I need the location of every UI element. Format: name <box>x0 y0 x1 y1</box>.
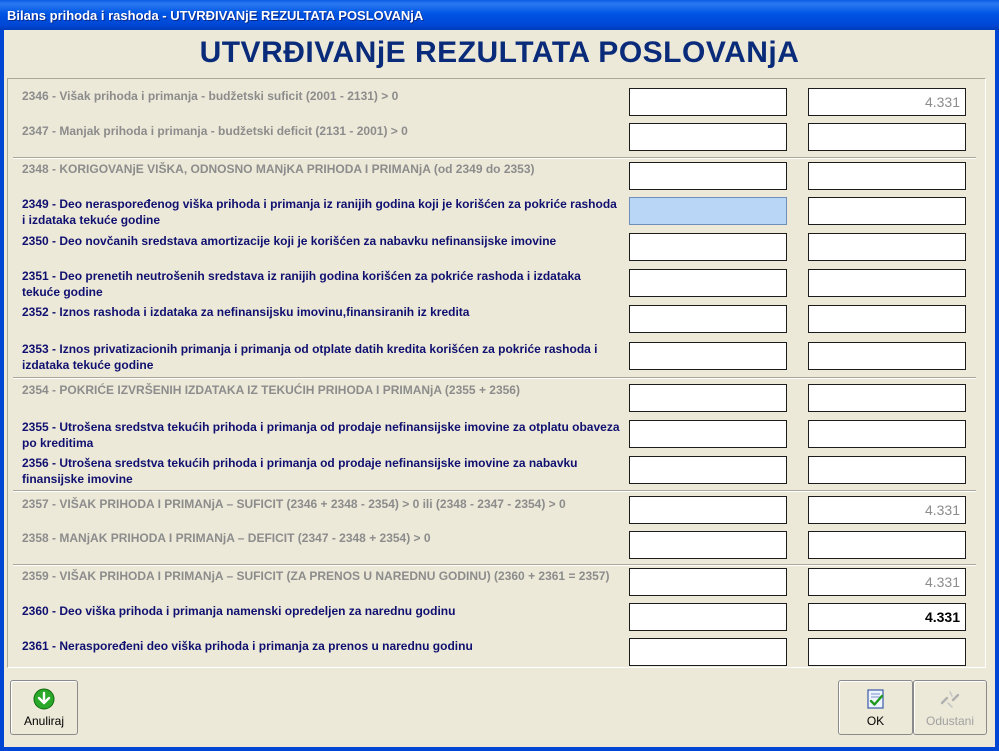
row-2351-label: 2351 - Deo prenetih neutrošenih sredstava iz ranijih godina korišćen za pokriće rashoda i izdataka tekuće godine <box>22 269 581 299</box>
row-2357-field-1[interactable] <box>629 496 787 524</box>
row-2351-field-1[interactable] <box>629 269 787 297</box>
row-2353-field-1[interactable] <box>629 342 787 370</box>
group-separator <box>13 490 976 492</box>
row-2346-field-1[interactable] <box>629 88 787 116</box>
row-2356-field-2[interactable] <box>808 456 966 484</box>
window-titlebar[interactable] <box>0 0 999 30</box>
row-2361-label: 2361 - Neraspoređeni deo viška prihoda i primanja za prenos u narednu godinu <box>22 639 473 653</box>
check-document-icon <box>865 688 887 710</box>
row-2349-field-1[interactable] <box>629 197 787 225</box>
row-2346-field-2[interactable]: 4.331 <box>808 88 966 116</box>
row-2359-field-2[interactable]: 4.331 <box>808 568 966 596</box>
row-2361-field-1[interactable] <box>629 638 787 666</box>
row-2347-label: 2347 - Manjak prihoda i primanja - budžetski deficit (2131 - 2001) > 0 <box>22 124 408 138</box>
ok-button[interactable] <box>838 680 913 735</box>
row-2350-field-1[interactable] <box>629 233 787 261</box>
broken-link-icon <box>939 688 961 710</box>
group-separator <box>13 377 976 379</box>
row-2360-label: 2360 - Deo viška prihoda i primanja namenski opredeljen za narednu godinu <box>22 604 456 618</box>
row-2354-field-1[interactable] <box>629 384 787 412</box>
row-2359-label: 2359 - VIŠAK PRIHODA I PRIMANjA – SUFICIT (ZA PRENOS U NAREDNU GODINU) (2360 + 2361 = 2357) <box>22 569 610 583</box>
group-separator <box>13 157 976 159</box>
green-arrow-icon <box>33 688 55 710</box>
row-2349-field-2[interactable] <box>808 197 966 225</box>
row-2354-label: 2354 - POKRIĆE IZVRŠENIH IZDATAKA IZ TEKUĆIH PRIHODA I PRIMANjA (2355 + 2356) <box>22 383 520 397</box>
row-2352-field-2[interactable] <box>808 305 966 333</box>
row-2355-label: 2355 - Utrošena sredstva tekućih prihoda i primanja od prodaje nefinansijske imovine za otplatu obaveza po kreditima <box>22 420 620 450</box>
row-2358-label: 2358 - MANjAK PRIHODA I PRIMANjA – DEFICIT (2347 - 2348 + 2354) > 0 <box>22 531 431 545</box>
row-2349-label: 2349 - Deo neraspoređenog viška prihoda i primanja iz ranijih godina koji je korišćen za pokriće rashoda i izdataka tekuće godine <box>22 197 617 227</box>
row-2352-field-1[interactable] <box>629 305 787 333</box>
row-2352-label: 2352 - Iznos rashoda i izdataka za nefinansijsku imovinu,finansiranih iz kredita <box>22 305 470 319</box>
row-2348-label: 2348 - KORIGOVANjE VIŠKA, ODNOSNO MANjKA PRIHODA I PRIMANjA (od 2349 do 2353) <box>22 162 535 176</box>
row-2347-field-1[interactable] <box>629 123 787 151</box>
row-2348-field-1[interactable] <box>629 162 787 190</box>
row-2350-label: 2350 - Deo novčanih sredstava amortizacije koji je korišćen za nabavku nefinansijske imovine <box>22 234 557 248</box>
ok-label: OK <box>866 714 885 728</box>
row-2360-field-1[interactable] <box>629 603 787 631</box>
row-2361-field-2[interactable] <box>808 638 966 666</box>
row-2347-field-2[interactable] <box>808 123 966 151</box>
odustani-label: Odustani <box>925 714 975 728</box>
row-2353-field-2[interactable] <box>808 342 966 370</box>
group-separator <box>13 564 976 566</box>
row-2351-field-2[interactable] <box>808 269 966 297</box>
row-2350-field-2[interactable] <box>808 233 966 261</box>
page-title: UTVRĐIVANjE REZULTATA POSLOVANjA <box>199 36 800 69</box>
row-2353-label: 2353 - Iznos privatizacionih primanja i primanja od otplate datih kredita korišćen za pokriće rashoda i izdataka tekuće godine <box>22 342 598 372</box>
window-title: Bilans prihoda i rashoda - UTVRĐIVANjE REZULTATA POSLOVANjA <box>7 8 424 23</box>
row-2348-field-2[interactable] <box>808 162 966 190</box>
row-2357-label: 2357 - VIŠAK PRIHODA I PRIMANjA – SUFICIT (2346 + 2348 - 2354) > 0 ili (2348 - 2347 - 2354) > 0 <box>22 497 566 511</box>
row-2358-field-2[interactable] <box>808 531 966 559</box>
row-2355-field-2[interactable] <box>808 420 966 448</box>
anuliraj-button[interactable] <box>10 680 78 735</box>
row-2354-field-2[interactable] <box>808 384 966 412</box>
row-2356-label: 2356 - Utrošena sredstva tekućih prihoda i primanja od prodaje nefinansijske imovine za nabavku finansijske imovine <box>22 456 578 486</box>
row-2358-field-1[interactable] <box>629 531 787 559</box>
anuliraj-label: Anuliraj <box>23 714 65 728</box>
row-2346-label: 2346 - Višak prihoda i primanja - budžetski suficit (2001 - 2131) > 0 <box>22 89 399 103</box>
row-2359-field-1[interactable] <box>629 568 787 596</box>
row-2357-field-2[interactable]: 4.331 <box>808 496 966 524</box>
row-2355-field-1[interactable] <box>629 420 787 448</box>
row-2360-field-2[interactable]: 4.331 <box>808 603 966 631</box>
odustani-button[interactable] <box>913 680 987 735</box>
row-2356-field-1[interactable] <box>629 456 787 484</box>
